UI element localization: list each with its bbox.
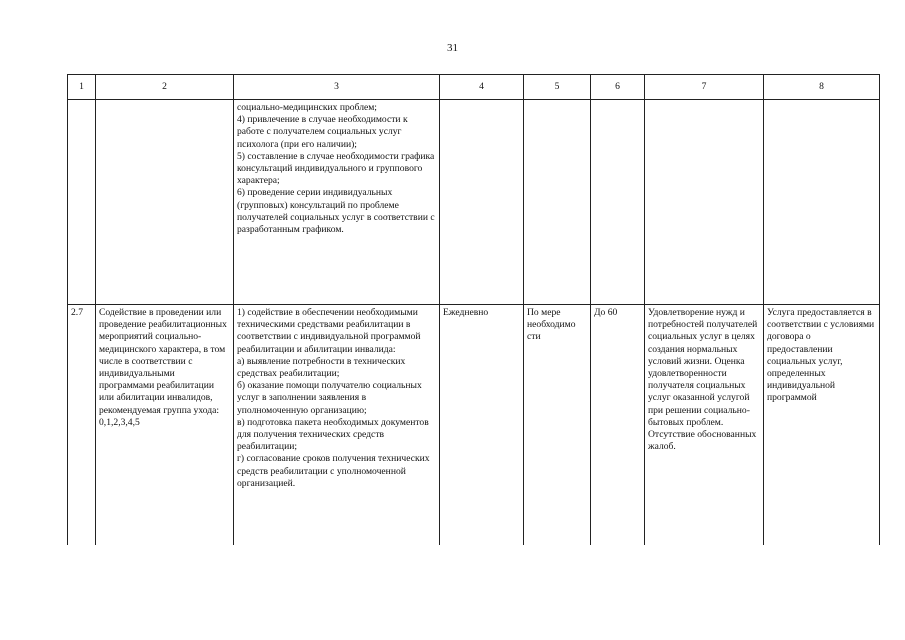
table-cell xyxy=(440,100,524,305)
duration-cell: До 60 xyxy=(591,305,645,546)
table-row-2-7 xyxy=(68,305,880,546)
table-cell xyxy=(764,100,880,305)
periodicity-cell: По мере необходимо сти xyxy=(524,305,591,546)
page-number: 31 xyxy=(447,42,458,54)
header-cell-2: 2 xyxy=(96,75,234,100)
header-cell-3: 3 xyxy=(234,75,440,100)
header-cell-4: 4 xyxy=(440,75,524,100)
service-actions-cell: 1) содействие в обеспечении необходимыми техническими средствами реабилитации в соответствии с индивидуальной программой реабилитации и абилитации инвалида: а) выявление потребности в технических средствах реабилитации; б) оказание помощи получателю социальных услуг в заполнении заявления в уполномоченную организацию; в) подготовка пакета необходимых документов для получения технических средств реабилитации; г) согласование сроков получения технических средств реабилитации с уполномоченной организацией. xyxy=(234,305,440,546)
header-cell-5: 5 xyxy=(524,75,591,100)
table-cell xyxy=(96,100,234,305)
header-cell-8: 8 xyxy=(764,75,880,100)
services-table xyxy=(67,74,880,545)
table-cell-actions-continued: социально-медицинских проблем; 4) привлечение в случае необходимости к работе с получателем социальных услуг психолога (при его наличии); 5) составление в случае необходимости графика консультаций индивидуального и группового характера; 6) проведение серии индивидуальных (групповых) консультаций по проблеме получателей социальных услуг в соответствии с разработанным графиком. xyxy=(234,100,440,305)
header-cell-7: 7 xyxy=(645,75,764,100)
table-cell xyxy=(645,100,764,305)
header-cell-6: 6 xyxy=(591,75,645,100)
table-row-continued xyxy=(68,100,880,305)
quality-indicators-cell: Удовлетворение нужд и потребностей получателей социальных услуг в целях создания нормальных условий жизни. Оценка удовлетворенности получателя социальных услуг оказанной услугой при решении социально-бытовых проблем. Отсутствие обоснованных жалоб. xyxy=(645,305,764,546)
conditions-cell: Услуга предоставляется в соответствии с условиями договора о предоставлении социальных услуг, определенных индивидуальной программой xyxy=(764,305,880,546)
table-cell xyxy=(524,100,591,305)
table-header-row xyxy=(68,75,880,100)
row-number-cell: 2.7 xyxy=(68,305,96,546)
header-cell-1: 1 xyxy=(68,75,96,100)
table-cell xyxy=(68,100,96,305)
service-name-cell: Содействие в проведении или проведение реабилитационных мероприятий социально-медицинского характера, в том числе в соответствии с индивидуальными программами реабилитации или абилитации инвалидов, рекомендуемая группа ухода: 0,1,2,3,4,5 xyxy=(96,305,234,546)
frequency-cell: Ежедневно xyxy=(440,305,524,546)
table-cell xyxy=(591,100,645,305)
